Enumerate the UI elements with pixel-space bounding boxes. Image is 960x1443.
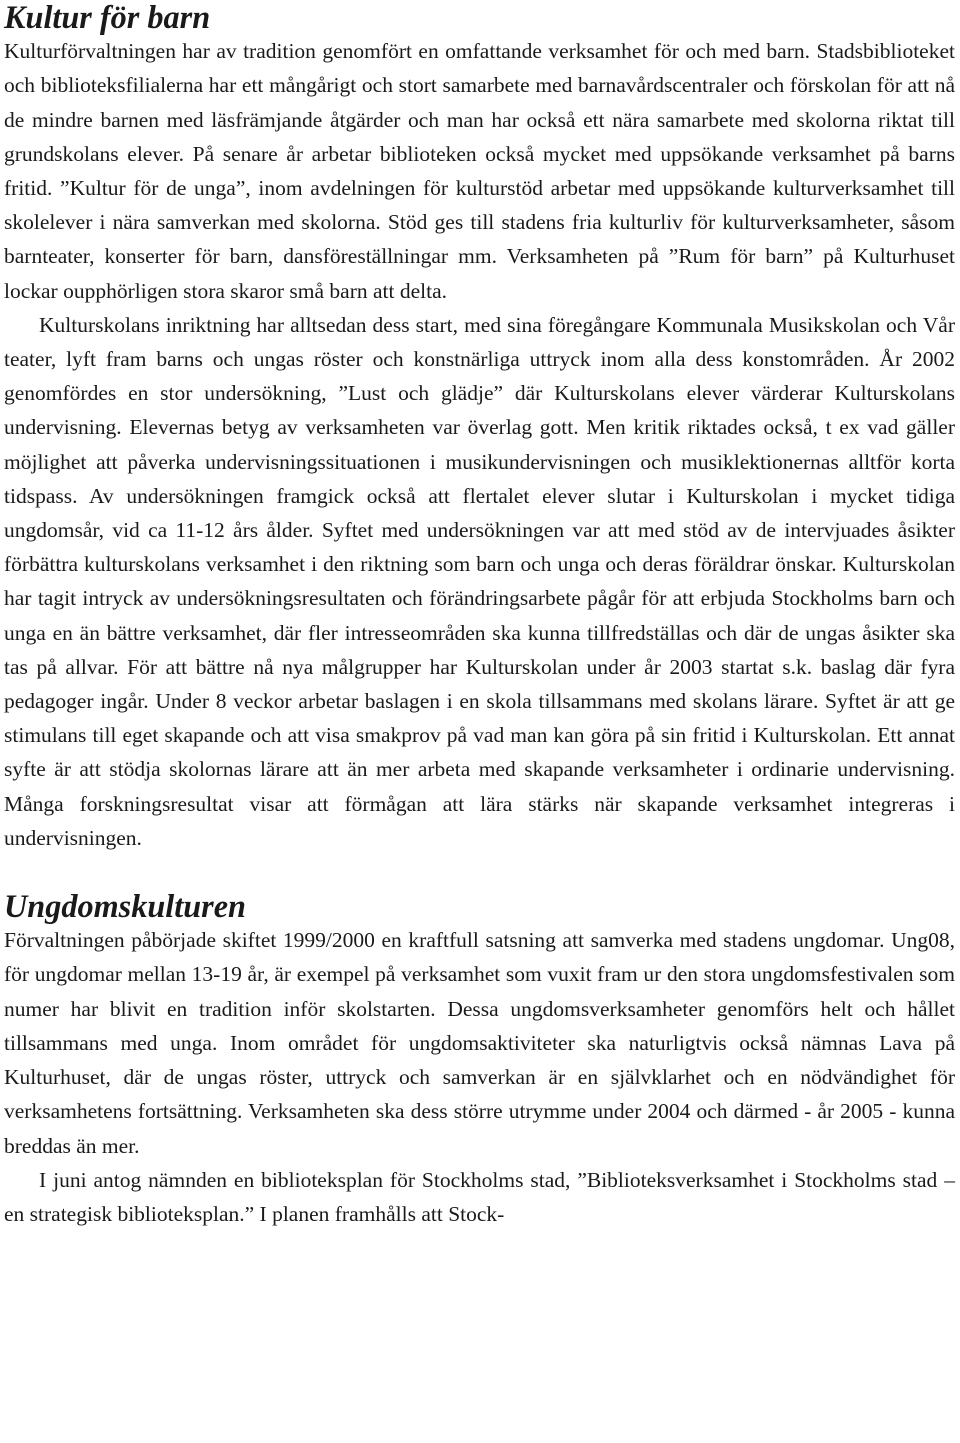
paragraph-ungdomskulturen-2: I juni antog nämnden en biblioteksplan för Stockholms stad, ”Biblioteksverksamhet i Stockholms stad – en strategisk biblioteksplan.” I planen framhålls att Stock- xyxy=(4,1167,955,1226)
document-page xyxy=(4,0,955,1231)
section-heading-ungdomskulturen: Ungdomskulturen xyxy=(4,888,246,925)
paragraph-ungdomskulturen-1: Förvaltningen påbörjade skiftet 1999/2000 en kraftfull satsning att samverka med stadens ungdomar. Ung08, för ungdomar mellan 13-19 år, är exempel på verksamhet som vuxit fram ur den stora ungdomsfestivalen som numer har blivit en tradition inför skolstarten. Dessa ungdomsverksamheter genomförs helt och hållet tillsammans med unga. Inom området för ungdomsaktiviteter ska naturligtvis också nämnas Lava på Kulturhuset, där de ungas röster, uttryck och samverkan är en självklarhet och en nödvändighet för verksamhetens fortsättning. Verksamheten ska dess större utrymme under 2004 och därmed - år 2005 - kunna breddas än mer. xyxy=(4,928,955,1158)
paragraph-kultur-for-barn-1: Kulturförvaltningen har av tradition genomfört en omfattande verksamhet för och med barn. Stadsbiblioteket och biblioteksfilialerna har ett mångårigt och stort samarbete med barnavårdscentraler och förskolan för att nå de mindre barnen med läsfrämjande åtgärder och man har också ett nära samarbete med skolorna riktat till grundskolans elever. På senare år arbetar biblioteken också mycket med uppsökande verksamhet på barns fritid. ”Kultur för de unga”, inom avdelningen för kulturstöd arbetar med uppsökande kulturverksamhet till skolelever i nära samverkan med skolorna. Stöd ges till stadens fria kulturliv för kulturverksamheter, såsom barnteater, konserter för barn, dansföreställningar mm. Verksamheten på ”Rum för barn” på Kulturhuset lockar oupphörligen stora skaror små barn att delta. xyxy=(4,39,955,303)
section-divider-space xyxy=(4,855,955,889)
section-heading-kultur-for-barn: Kultur för barn xyxy=(4,0,211,35)
paragraph-kultur-for-barn-2: Kulturskolans inriktning har alltsedan dess start, med sina föregångare Kommunala Musikskolan och Vår teater, lyft fram barns och ungas röster och konstnärliga uttryck inom alla dess konstområden. År 2002 genomfördes en stor undersökning, ”Lust och glädje” där Kulturskolans elever värderar Kulturskolans undervisning. Elevernas betyg av verksamheten var överlag gott. Men kritik riktades också, t ex vad gäller möjlighet att påverka undervisningssituationen i musikundervisningen och musiklektionernas alltför korta tidspass. Av undersökningen framgick också att flertalet elever slutar i Kulturskolan i mycket tidiga ungdomsår, vid ca 11-12 års ålder. Syftet med undersökningen var att med stöd av de intervjuades åsikter förbättra kulturskolans verksamhet i den riktning som barn och unga och deras föräldrar önskar. Kulturskolan har tagit intryck av undersökningsresultaten och förändringsarbete pågår för att erbjuda Stockholms barn och unga en än bättre verksamhet, där fler intresseområden ska kunna tillfredställas och där de ungas åsikter ska tas på allvar. För att bättre nå nya målgrupper har Kulturskolan under år 2003 startat s.k. baslag där fyra pedagoger ingår. Under 8 veckor arbetar baslagen i en skola tillsammans med skolans lärare. Syftet är att ge stimulans till eget skapande och att visa smakprov på vad man kan göra på sin fritid i Kulturskolan. Ett annat syfte är att stödja skolornas lärare att än mer arbeta med skapande verksamheter i ordinarie undervisning. Många forskningsresultat visar att förmågan att lära stärks när skapande verksamhet integreras i undervisningen. xyxy=(4,312,955,850)
